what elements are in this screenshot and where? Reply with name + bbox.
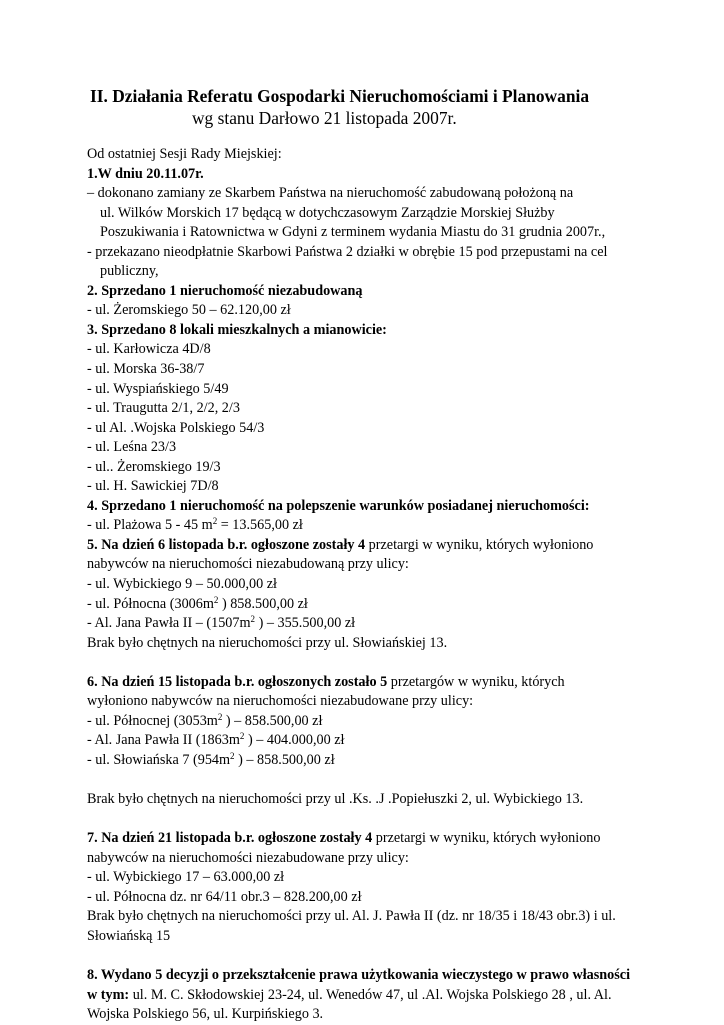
line-text: = 13.565,00 zł — [217, 517, 303, 534]
line-text: - ul. Północnej (3053m — [87, 712, 218, 729]
section-7-heading — [87, 829, 687, 849]
section-7-line-3: - ul. Północna dz. nr 64/11 obr.3 – 828.200,00 zł — [87, 888, 362, 905]
section-3-heading: 3. Sprzedano 8 lokali mieszkalnych a mianowicie: — [87, 321, 387, 338]
line-text: ) – 858.500,00 zł — [222, 712, 323, 729]
line-text: ul. M. C. Skłodowskiej 23-24, ul. Wenedów 47, ul .Al. Wojska Polskiego 28 , ul. Al. — [129, 986, 612, 1003]
section-6-line-2 — [87, 712, 687, 732]
list-item: - ul. Traugutta 2/1, 2/2, 2/3 — [87, 400, 240, 417]
section-6-heading — [87, 673, 687, 693]
line-text: ) – 355.500,00 zł — [255, 615, 356, 632]
heading-rest: przetargów w wyniku, których — [387, 673, 565, 690]
superscript: 2 — [212, 516, 218, 527]
list-item: - ul. H. Sawickiej 7D/8 — [87, 478, 219, 495]
section-1-line-5: publiczny, — [100, 263, 159, 280]
superscript: 2 — [239, 731, 245, 742]
section-7-line-4: Brak było chętnych na nieruchomości przy ul. Al. J. Pawła II (dz. nr 18/35 i 18/43 obr.3) i ul. — [87, 908, 616, 925]
section-5-line-4 — [87, 614, 687, 634]
spacer — [87, 653, 687, 673]
heading-bold: 7. Na dzień 21 listopada b.r. ogłoszone zostały 4 — [87, 830, 373, 847]
section-8-line-2: Wojska Polskiego 56, ul. Kurpińskiego 3. — [87, 1006, 324, 1023]
section-2-line-1: - ul. Żeromskiego 50 – 62.120,00 zł — [87, 302, 291, 319]
heading-bold: w tym: — [87, 986, 130, 1003]
spacer — [87, 771, 687, 791]
list-item: - ul. Leśna 23/3 — [87, 439, 177, 456]
list-item: - ul.. Żeromskiego 19/3 — [87, 458, 221, 475]
superscript: 2 — [250, 614, 256, 625]
section-7-line-1: nabywców na nieruchomości niezabudowane przy ulicy: — [87, 849, 409, 866]
line-text: ) 858.500,00 zł — [218, 595, 308, 612]
spacer — [87, 810, 687, 830]
section-5-line-2: - ul. Wybickiego 9 – 50.000,00 zł — [87, 576, 277, 593]
section-1-line-1: – dokonano zamiany ze Skarbem Państwa na nieruchomość zabudowaną położoną na — [87, 185, 574, 202]
section-5-line-1: nabywców na nieruchomości niezabudowaną przy ulicy: — [87, 556, 409, 573]
superscript: 2 — [213, 594, 219, 605]
line-text: - ul. Plażowa 5 - 45 m — [87, 517, 213, 534]
section-1-line-3: Poszukiwania i Ratownictwa w Gdyni z terminem wydania Miastu do 31 grudnia 2007r., — [100, 224, 606, 241]
line-text: - Al. Jana Pawła II – (1507m — [87, 615, 251, 632]
intro-line: Od ostatniej Sesji Rady Miejskiej: — [87, 146, 282, 162]
list-item: - ul. Morska 36-38/7 — [87, 361, 205, 378]
page-title: II. Działania Referatu Gospodarki Nieruchomościami i Planowania — [90, 86, 590, 106]
section-7-line-5: Słowiańską 15 — [87, 927, 171, 944]
list-item: - ul. Karłowicza 4D/8 — [87, 341, 211, 358]
page-subtitle: wg stanu Darłowo 21 listopada 2007r. — [192, 108, 457, 128]
list-item: - ul. Wyspiańskiego 5/49 — [87, 380, 229, 397]
line-text: ) – 404.000,00 zł — [244, 732, 345, 749]
section-5-line-3 — [87, 595, 687, 615]
section-6-line-4 — [87, 751, 687, 771]
document-body — [87, 145, 687, 1025]
line-text: - ul. Północna (3006m — [87, 595, 214, 612]
section-5-heading — [87, 536, 687, 556]
heading-bold: 5. Na dzień 6 listopada b.r. ogłoszone zostały 4 — [87, 536, 366, 553]
section-1-line-2: ul. Wilków Morskich 17 będącą w dotychczasowym Zarządzie Morskiej Służby — [100, 204, 555, 221]
section-1-line-4: - przekazano nieodpłatnie Skarbowi Państwa 2 działki w obrębie 15 pod przepustami na cel — [87, 243, 608, 260]
section-4-line-1 — [87, 516, 687, 536]
line-text: - Al. Jana Pawła II (1863m — [87, 732, 240, 749]
section-1-heading: 1.W dniu 20.11.07r. — [87, 165, 204, 182]
section-6-line-1: wyłoniono nabywców na nieruchomości niezabudowane przy ulicy: — [87, 693, 474, 710]
section-6-line-3 — [87, 731, 687, 751]
section-6-line-5: Brak było chętnych na nieruchomości przy ul .Ks. .J .Popiełuszki 2, ul. Wybickiego 13. — [87, 791, 584, 808]
superscript: 2 — [217, 711, 223, 722]
superscript: 2 — [230, 750, 235, 761]
section-5-line-5: Brak było chętnych na nieruchomości przy ul. Słowiańskiej 13. — [87, 634, 448, 651]
line-text: ) – 858.500,00 zł — [234, 751, 335, 768]
section-4-heading: 4. Sprzedano 1 nieruchomość na polepszenie warunków posiadanej nieruchomości: — [87, 497, 590, 514]
list-item: - ul Al. .Wojska Polskiego 54/3 — [87, 419, 265, 436]
section-2-heading: 2. Sprzedano 1 nieruchomość niezabudowaną — [87, 282, 363, 299]
section-8-line-1 — [87, 986, 687, 1006]
section-8-heading: 8. Wydano 5 decyzji o przekształcenie prawa użytkowania wieczystego w prawo własności — [87, 966, 631, 983]
heading-rest: przetargi w wyniku, których wyłoniono — [365, 536, 594, 553]
section-7-line-2: - ul. Wybickiego 17 – 63.000,00 zł — [87, 869, 285, 886]
spacer — [87, 946, 687, 966]
heading-bold: 6. Na dzień 15 listopada b.r. ogłoszonych zostało 5 — [87, 673, 388, 690]
line-text: - ul. Słowiańska 7 (954m — [87, 751, 231, 768]
heading-rest: przetargi w wyniku, których wyłoniono — [372, 830, 601, 847]
